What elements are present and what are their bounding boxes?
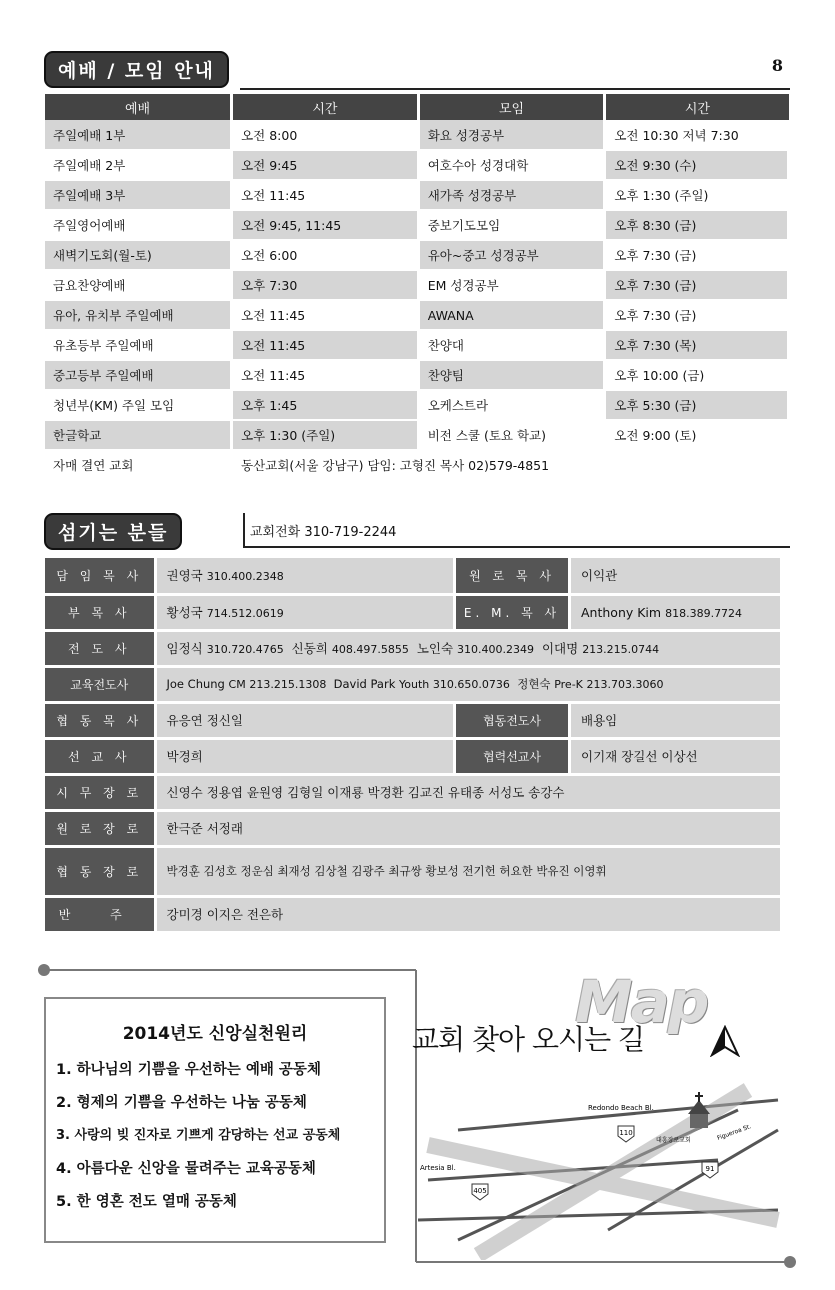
road-label: Redondo Beach Bl. <box>588 1104 654 1112</box>
cell: 오전 6:00 <box>232 240 419 270</box>
cell: 중고등부 주일예배 <box>45 360 232 390</box>
list-item: 4. 아름다운 신앙을 물려주는 교육공동체 <box>56 1161 316 1177</box>
cell: 오전 10:30 저녁 7:30 <box>605 120 789 150</box>
staff-phone: 818.389.7724 <box>665 606 743 620</box>
cell: 오전 11:45 <box>232 300 419 330</box>
staff-phone: 213.215.1308 <box>249 678 327 691</box>
staff-value: 강미경 이지은 전은하 <box>155 896 782 932</box>
cell: 여호수아 성경대학 <box>418 150 605 180</box>
cell: 오전 9:00 (토) <box>605 420 789 450</box>
cell: 찬양팀 <box>418 360 605 390</box>
cell: 오후 7:30 (금) <box>605 240 789 270</box>
staff-name: David Park <box>333 677 396 691</box>
staff-role: Pre-K <box>554 678 583 691</box>
cell: 화요 성경공부 <box>418 120 605 150</box>
section-title-worship: 예배 / 모임 안내 <box>44 51 229 88</box>
cell: 오전 9:45 <box>232 150 419 180</box>
staff-value: 한극준 서정래 <box>155 810 782 846</box>
map-title: 교회 찾아 오시는 길 <box>412 1023 645 1056</box>
direction-map <box>418 1070 790 1260</box>
staff-phone: 213.703.3060 <box>586 678 664 691</box>
staff-label: 담 임 목 사 <box>45 558 155 594</box>
freeway-405-icon: 405 <box>473 1187 487 1195</box>
staff-name: Joe Chung <box>166 677 225 691</box>
staff-label: E. M. 목 사 <box>455 594 570 630</box>
staff-value: 박경훈 김성호 정운심 최재성 김상철 김광주 최규쌍 황보성 전기헌 허요한 박유진 이영휘 <box>155 846 782 896</box>
staff-label: 교육전도사 <box>45 666 155 702</box>
staff-phone: 213.215.0744 <box>582 643 660 656</box>
staff-label: 전 도 사 <box>45 630 155 666</box>
cell: 한글학교 <box>45 420 232 450</box>
cell: EM 성경공부 <box>418 270 605 300</box>
cell: 주일영어예배 <box>45 210 232 240</box>
cell: 오후 7:30 (목) <box>605 330 789 360</box>
principles-title: 2014년도 신앙실천원리 <box>122 1024 308 1044</box>
cell: 오케스트라 <box>418 390 605 420</box>
staff-value: 신영수 정용엽 윤원영 김형일 이재룡 박경환 김교진 유태종 서성도 송강수 <box>155 774 782 810</box>
staff-label: 시 무 장 로 <box>45 774 155 810</box>
road-label: Figueroa St. <box>716 1123 753 1142</box>
header-time: 시간 <box>232 94 419 120</box>
cell: 유아, 유치부 주일예배 <box>45 300 232 330</box>
cell: 새가족 성경공부 <box>418 180 605 210</box>
staff-value: 유응연 정신일 <box>155 702 455 738</box>
staff-phone: 408.497.5855 <box>331 643 409 656</box>
cell: 오전 11:45 <box>232 330 419 360</box>
cell: 주일예배 1부 <box>45 120 232 150</box>
freeway-91-icon: 91 <box>705 1165 715 1173</box>
cell: 유초등부 주일예배 <box>45 330 232 360</box>
sister-church-label: 자매 결연 교회 <box>45 450 232 480</box>
staff-label: 부 목 사 <box>45 594 155 630</box>
cell: 오후 1:30 (주일) <box>605 180 789 210</box>
cell: 오후 10:00 (금) <box>605 360 789 390</box>
cell: 청년부(KM) 주일 모임 <box>45 390 232 420</box>
list-item: 5. 한 영혼 전도 열매 공동체 <box>56 1194 237 1210</box>
principles-list <box>56 1058 374 1223</box>
section-title-staff: 섬기는 분들 <box>44 513 182 550</box>
header-worship: 예배 <box>45 94 232 120</box>
staff-label: 원 로 장 로 <box>45 810 155 846</box>
staff-name: 황성국 <box>166 605 203 620</box>
cell: 오후 5:30 (금) <box>605 390 789 420</box>
cell: 오전 11:45 <box>232 360 419 390</box>
cell: 오후 8:30 (금) <box>605 210 789 240</box>
staff-value: 박경희 <box>155 738 455 774</box>
cell: 유아~중고 성경공부 <box>418 240 605 270</box>
freeway-110-icon: 110 <box>619 1129 633 1137</box>
staff-label: 원 로 목 사 <box>455 558 570 594</box>
staff-label: 협 동 목 사 <box>45 702 155 738</box>
staff-label: 선 교 사 <box>45 738 155 774</box>
list-item: 2. 형제의 기쁨을 우선하는 나눔 공동체 <box>56 1095 307 1111</box>
cell: 오전 9:30 (수) <box>605 150 789 180</box>
staff-phone: 310.400.2349 <box>457 643 535 656</box>
cell: 오후 7:30 (금) <box>605 300 789 330</box>
staff-name: 노인숙 <box>416 641 454 656</box>
staff-value: 배용임 <box>570 702 782 738</box>
staff-value: 이기재 장길선 이상선 <box>570 738 782 774</box>
staff-phone: 714.512.0619 <box>206 607 284 620</box>
cell: 중보기도모임 <box>418 210 605 240</box>
list-item: 3. 사랑의 빚 진자로 기쁘게 감당하는 선교 공동체 <box>56 1128 341 1143</box>
list-item: 1. 하나님의 기쁨을 우선하는 예배 공동체 <box>56 1062 321 1078</box>
cell: 오전 9:45, 11:45 <box>232 210 419 240</box>
cell: 주일예배 3부 <box>45 180 232 210</box>
cell: 오전 11:45 <box>232 180 419 210</box>
cell: 금요찬양예배 <box>45 270 232 300</box>
page-number: 8 <box>771 56 783 75</box>
cell: 새벽기도회(월-토) <box>45 240 232 270</box>
header-meeting: 모임 <box>418 94 605 120</box>
staff-phone: 310.720.4765 <box>206 643 284 656</box>
staff-name: 정현숙 <box>517 677 551 691</box>
staff-phone: 310.650.0736 <box>432 678 510 691</box>
header-time2: 시간 <box>605 94 789 120</box>
cell: 오후 1:45 <box>232 390 419 420</box>
cell: 찬양대 <box>418 330 605 360</box>
staff-label: 협동전도사 <box>455 702 570 738</box>
staff-name: Anthony Kim <box>581 604 662 620</box>
cell: 비전 스쿨 (토요 학교) <box>418 420 605 450</box>
church-icon <box>688 1092 710 1128</box>
cell: AWANA <box>418 300 605 330</box>
staff-label: 반 주 <box>45 896 155 932</box>
church-map-label: 대흥장로교회 <box>656 1137 691 1144</box>
staff-name: 이대명 <box>541 641 579 656</box>
staff-role: Youth <box>399 678 430 691</box>
staff-phone: 310.400.2348 <box>206 570 284 584</box>
cell: 오후 1:30 (주일) <box>232 420 419 450</box>
road-label: Artesia Bl. <box>420 1164 456 1172</box>
principles-box <box>44 997 386 1243</box>
staff-value: 이익관 <box>570 558 782 594</box>
cell: 주일예배 2부 <box>45 150 232 180</box>
staff-label: 협력선교사 <box>455 738 570 774</box>
staff-role: CM <box>228 678 246 691</box>
north-arrow-icon <box>710 1025 740 1057</box>
staff-name: 권영국 <box>166 568 203 584</box>
cell: 오후 7:30 (금) <box>605 270 789 300</box>
cell: 오전 8:00 <box>232 120 419 150</box>
church-phone: 교회전화 310-719-2244 <box>250 525 397 540</box>
staff-name: 신동희 <box>291 641 328 656</box>
sister-church-value: 동산교회(서울 강남구) 담임: 고형진 목사 02)579-4851 <box>232 450 789 480</box>
map-word: Map <box>575 968 708 1036</box>
staff-name: 임정식 <box>166 641 203 656</box>
cell: 오후 7:30 <box>232 270 419 300</box>
staff-label: 협 동 장 로 <box>45 846 155 896</box>
